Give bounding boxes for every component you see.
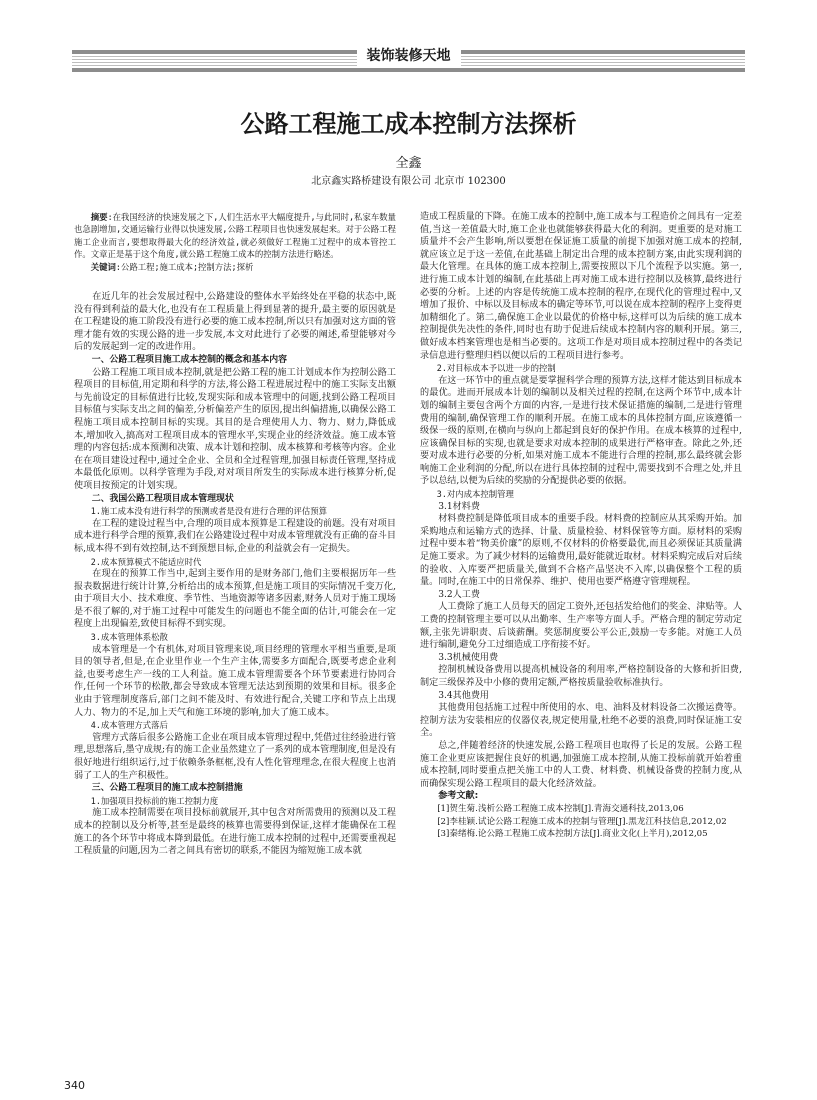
keywords — [74, 261, 396, 273]
subsection-heading: 2.对目标成本予以进一步的控制 — [436, 363, 556, 374]
article-author: 全鑫 — [395, 156, 422, 171]
body-paragraph: 公路工程施工项目成本控制,就是把公路工程的施工计划成本作为控制公路工程项目的目标值,用定期和科学的方法,将公路工程进展过程中的施工实际支出额与先前设定的目标值进行比较,发现实际和成本管理中的问题,找到公路工程项目目标值与实际支出之间的偏差,分析偏差产生的原因,提出纠偏措施,以确保公路工程施工项目成本控制目标的实现。其目的是合理使用人力、物力、财力,降低成本,增加收入,搞高对工程项目成本的管理水平,实现企业的经济效益。施工成本管理的内容包括:成本预测和决策、成本计划和控制、成本核算和考核等内容。企业在在项目建设过程中,通过全企业、全员和全过程管理,加强目标责任管理,坚持成本最低化原则。以科学管理为手段,对对项目所发生的实际成本进行核算分析,促使项目按预定的计划实现。 — [74, 367, 396, 491]
section-heading: 二、我国公路工程项目成本管理现状 — [91, 493, 234, 504]
body-paragraph: 管理方式落后很多公路施工企业在项目成本管理过程中,凭借过往经验进行管理,思想落后,墨守成规;有的施工企业虽然建立了一系列的成本管理制度,但是没有很好地进行组织运行,过于依赖条条框框,没有人性化管理理念,在很大程度上也消弱了工人的生产积极性。 — [74, 732, 396, 781]
reference-item: [3]秦绪梅.论公路工程施工成本控制方法[J].商业文化(上半月),2012,05 — [437, 829, 708, 840]
subsection-heading: 3.对内成本控制管理 — [436, 489, 514, 500]
reference-item: [2]李桂颖.试论公路工程施工成本的控制与管理[J].黑龙江科技信息,2012,02 — [437, 816, 727, 827]
body-paragraph: 人工费除了施工人员每天的固定工资外,还包括发给他们的奖金、津贴等。人工费的控制管理主要可以从出勤率、生产率等方面人手。严格合理的制定劳动定额,主张先讲职责、后谈薪酬。奖惩制度要公平公正,鼓励一专多能。对施工人员进行编制,避免分工过细造成工序衔接不好。 — [420, 602, 742, 651]
abstract-text: :在我国经济的快速发展之下,人们生活水平大幅度提升,与此同时,私家车数量也急剧增加,交通运输行业得以快速发展,公路工程项目也快速发展起来。对于公路工程施工企业而言,要想取得最大化的经济效益,就必须做好工程施工过程中的成本管控工作。文章正是基于这个角度,就公路工程施工成本的控制方法进行略述。 — [74, 212, 396, 260]
right-column-body — [420, 211, 742, 841]
body-paragraph: 在现在的预算工作当中,起到主要作用的是财务部门,他们主要根据历年一些报表数据进行统计计算,分析给出的成本预算,但是施工项目的实际情况千变万化,由于项目大小、技术难度、季节性、当地资源等诸多因素,财务人员对于施工现场是不很了解的,对于施工过程中可能发生的问题也不能全面的估计,可能会在一定程度上出现偏差,致使目标得不到实现。 — [74, 569, 396, 630]
body-paragraph: 其他费用包括施工过程中所使用的水、电、油料及材料设备二次搬运费等。控制方法为安装相应的仪器仪表,规定使用量,杜绝不必要的浪费,同时保证施工安全。 — [420, 703, 742, 739]
body-paragraph: 3.4其他费用 — [438, 690, 490, 701]
keywords-label: 关键词 — [90, 261, 116, 272]
body-paragraph: 3.3机械使用费 — [438, 652, 499, 663]
left-column-body — [74, 291, 396, 858]
keywords-text: :公路工程;施工成本;控制方法;探析 — [115, 261, 254, 272]
subsection-heading: 1.施工成本没有进行科学的预测或者是没有进行合理的评估预算 — [90, 506, 328, 517]
body-paragraph: 控制机械设备费用以提高机械设备的利用率,严格控制设备的大修和折旧费,制定三级保养及中小修的费用定额,严格按质量验收标准执行。 — [420, 665, 742, 688]
left-column — [74, 211, 396, 858]
subsection-heading: 2.成本预算模式不能适应时代 — [90, 556, 202, 567]
body-paragraph: 总之,伴随着经济的快速发展,公路工程项目也取得了长足的发展。公路工程施工企业更应该把握住良好的机遇,加强施工成本控制,从施工投标前就开始着重成本控制,同时要重点把关施工中的人工费、材料费、机械设备费的控制力度,从而确保实现公路工程项目的最大化经济效益。 — [420, 740, 742, 789]
subsection-heading: 3.成本管理体系松散 — [90, 632, 168, 643]
body-paragraph: 3.1材料费 — [438, 501, 480, 512]
reference-item: [1]贺生菊.浅析公路工程施工成本控制[J].青海交通科技,2013,06 — [437, 803, 684, 814]
abstract — [74, 211, 396, 261]
references-heading: 参考文献: — [438, 791, 479, 802]
subsection-heading: 1.加强项目投标前的施工控制力度 — [90, 795, 219, 806]
body-paragraph: 材料费控制是降低项目成本的重要手段。材料费的控制应从其采购开始。加采购地点和运输方式的选择、计量、质量检验、材料保管等方面。原材料的采购过程中要本着“物美价廉”的原则,不仅材料的价格要最优,而且必须保证其质量满足施工要求。为了减少材料的运输费用,最好能就近取材。材料采购完成后对后续的验收、入库要严把质量关,做到不合格产品坚决不入库,以确保整个工程的质量。同时,在施工中的日常保养、维护、使用也要严格遵守管理规程。 — [420, 514, 742, 588]
subsection-heading: 4.成本管理方式落后 — [90, 720, 168, 731]
page-number: 340 — [64, 1079, 85, 1092]
section-header: 装饰装修天地 — [357, 46, 461, 66]
abstract-label: 摘要 — [90, 212, 108, 222]
body-paragraph: 在工程的建设过程当中,合理的项目成本预算是工程建设的前题。没有对项目成本进行科学合理的预算,我们在公路建设过程中对成本管理就没有正确的奋斗目标,成本得不到有效控制,达不到预想目标,企业的利益就会有一定损失。 — [74, 518, 396, 554]
section-heading: 一、公路工程项目施工成本控制的概念和基本内容 — [91, 355, 288, 365]
body-paragraph: 造成工程质量的下降。在施工成本的控制中,施工成本与工程造价之间具有一定差值,当这一差值最大时,施工企业也就能够获得最大化的利润。更重要的是对施工质量并不会产生影响,所以要想在保证施工质量的前提下加强对施工成本的控制,就应该立足于这一差值,在此基础上制定出合理的成本控制方案,由此实现利润的最大化管理。在具体的施工成本控制上,需要按照以下几个流程予以实施。第一,进行施工成本计划的编制,在此基础上再对施工成本进行控制以及核算,最终进行必要的分析。上述的内容是传统施工成本控制的程序,在现代化的管理过程中,又增加了报价、中标以及目标成本的确定等环节,可以说在成本控制的程序上变得更加精细化了。第二,确保施工企业以最优的价格中标,这样可以为后续的施工成本控制提供先决性的条件,同时也有助于促进后续成本控制内容的顺利开展。第三,做好成本档案管理也是相当必要的。这项工作是对项目成本控制过程中的各类记录信息进行整理归档以便以后的工程项目进行参考。 — [420, 212, 742, 361]
right-column — [420, 211, 742, 841]
article-affiliation: 北京鑫实路桥建设有限公司 北京市 102300 — [311, 176, 506, 187]
body-paragraph: 3.2人工费 — [438, 589, 480, 600]
body-paragraph: 在近几年的社会发展过程中,公路建设的整体水平始终处在平稳的状态中,既没有得到利益的最大化,也没有在工程质量上得到显著的提升,最主要的原因就是在工程建设的施工阶段没有进行必要的施工成本控制,所以只有加强对这方面的管理才能有效的实现公路的进一步发展,本文对此进行了必要的阐述,希望能够对今后的发展起到一定的改进作用。 — [74, 292, 396, 353]
body-paragraph: 成本管理是一个有机体,对项目管理来说,项目经理的管理水平相当重要,是项目的领导者,但是,在企业里作业一个生产主体,需要多方面配合,既要考虑企业利益,也要考虑生产一线的工人利益。施工成本管理需要各个环节要素进行协同合作,任何一个环节的松散,都会导致成本管理无法达到预期的效果和目标。很多企业由于管理制度落后,部门之间不能及时、有效进行配合,关键工序和节点上出现人力、物力的不足,加上天气和施工环境的影响,加大了施工成本。 — [74, 644, 396, 718]
article-title: 公路工程施工成本控制方法探析 — [240, 110, 577, 138]
section-heading: 三、公路工程项目的施工成本控制措施 — [91, 783, 243, 794]
body-paragraph: 施工成本控制需要在项目投标前就展开,其中包含对所需费用的预测以及工程成本的控制以及分析等,甚至是最终的核算也需要得到保证,这样才能确保在工程施工的各个环节中将成本降到最低。在进行施工成本控制的过程中,还需要重视起工程质量的问题,因为二者之间具有密切的联系,不能因为缩短施工成本就 — [74, 808, 396, 857]
body-paragraph: 在这一环节中的重点就是要掌握科学合理的预算方法,这样才能达到目标成本的最优。进而开展成本计划的编制以及相关过程的控制,在这两个环节中,成本计划的编制主要包含两个方面的内容,一是进行技术保证措施的编制,二是进行管理费用的编制,确保管理工作的顺利开展。在施工成本的具体控制方面,应该遵循一级保一级的原则,在横向与纵向上都起到良好的保护作用。在成本核算的过程中,应该确保目标的实现,也就是要求对成本控制的成果进行严格审查。除此之外,还要对成本进行必要的分析,如果对施工成本不能进行合理的控制,那么最终就会影响施工企业利润的分配,所以在进行具体控制的过程中,需要找到不合理之处,并且予以总结,以便为后续的奖励的分配提供必要的依据。 — [420, 375, 742, 487]
